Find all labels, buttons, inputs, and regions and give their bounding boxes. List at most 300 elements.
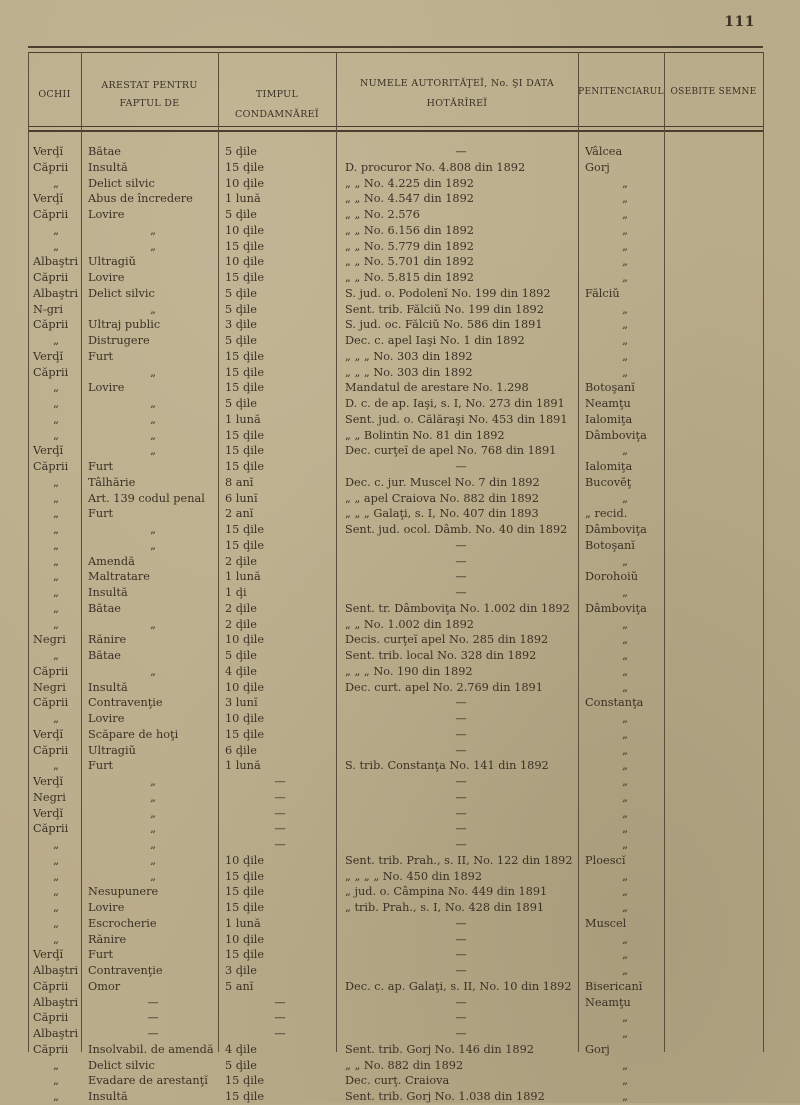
cell-penitenciar: „ (622, 617, 628, 631)
cell-penitenciar: „ (622, 255, 628, 269)
table-row (0, 995, 800, 1011)
cell-penitenciar: „ (622, 444, 628, 458)
cell-autoritatea: S. trib. Constanţa No. 141 din 1892 (345, 759, 549, 773)
cell-ochii: „ (53, 239, 59, 253)
cell-penitenciar: Fălciŭ (585, 286, 620, 300)
cell-autoritatea: — (455, 712, 467, 725)
cell-autoritatea: — (455, 696, 467, 710)
table-row (0, 144, 800, 160)
cell-autoritatea: S. jud. o. Podolenĭ No. 199 din 1892 (345, 286, 551, 300)
cell-autoritatea: Dec. c. apel Iaşi No. 1 din 1892 (345, 334, 525, 347)
cell-autoritatea: — (455, 964, 467, 977)
cell-autoritatea: — (455, 570, 467, 584)
cell-autoritatea: Dec. c. ap. Galaţi, s. II, No. 10 din 1892 (345, 979, 572, 993)
table-row (0, 491, 800, 507)
cell-autoritatea: — (455, 460, 467, 473)
table-row (0, 475, 800, 491)
cell-timpul: — (274, 838, 286, 851)
cell-timpul: — (274, 806, 286, 820)
cell-autoritatea: — (455, 822, 467, 836)
cell-autoritatea: — (455, 1027, 467, 1040)
cell-fapta: Art. 139 codul penal (88, 491, 205, 505)
cell-autoritatea: „ „ No. 5.701 din 1892 (345, 255, 474, 269)
cell-penitenciar: Gorj (585, 160, 610, 174)
cell-timpul: 5 anĭ (225, 979, 254, 993)
cell-autoritatea: Dec. curţeĭ de apel No. 768 din 1891 (345, 444, 557, 458)
cell-timpul: 5 ḑile (225, 302, 257, 316)
cell-autoritatea: Sent. trib. Fălciŭ No. 199 din 1892 (345, 302, 544, 316)
table-row (0, 380, 800, 396)
cell-fapta: Ultragiŭ (88, 743, 136, 757)
cell-ochii: „ (53, 1074, 59, 1088)
cell-fapta: „ (150, 428, 156, 442)
cell-fapta: Furt (88, 349, 114, 363)
cell-ochii: „ (53, 507, 59, 521)
cell-autoritatea: Sent. jud. o. Călăraşi No. 453 din 1891 (345, 412, 568, 426)
table-row (0, 585, 800, 601)
cell-ochii: „ (53, 932, 59, 946)
cell-ochii: Căprii (33, 664, 69, 678)
cell-fapta: Rănire (88, 932, 127, 946)
header-autoritatea-line1: NUMELE AUTORITĂŢEÏ, No. ŞI DATA (359, 78, 554, 89)
cell-ochii: „ (53, 412, 59, 426)
table-row (0, 538, 800, 554)
cell-fapta: — (147, 995, 159, 1009)
cell-autoritatea: Sent. jud. ocol. Dâmb. No. 40 din 1892 (345, 523, 568, 536)
cell-penitenciar: „ (622, 838, 628, 851)
header-fapta-line2: FAPTUL DE (119, 98, 180, 109)
cell-ochii: Verḑĭ (33, 806, 64, 820)
cell-penitenciar: „ (622, 192, 628, 206)
table-row (0, 963, 800, 979)
cell-fapta: Insultă (88, 680, 128, 694)
cell-fapta: „ (150, 302, 156, 316)
top-rule-thin (28, 52, 763, 53)
cell-penitenciar: Neamţu (585, 995, 631, 1009)
header-penitenciarul: PENITENCIARUL (578, 87, 664, 97)
cell-fapta: Contravenţie (88, 964, 163, 977)
cell-fapta: Furt (88, 948, 114, 962)
cell-penitenciar: „ (622, 334, 628, 347)
cell-timpul: 10 ḑile (225, 223, 265, 237)
cell-autoritatea: „ „ „ No. 303 din 1892 (345, 349, 473, 363)
cell-ochii: „ (53, 869, 59, 883)
cell-timpul: 15 ḑile (225, 948, 265, 962)
cell-timpul: 1 ḑi (225, 586, 247, 599)
cell-ochii: Căprii (33, 979, 69, 993)
cell-timpul: 15 ḑile (225, 523, 265, 536)
cell-ochii: „ (53, 428, 59, 442)
cell-autoritatea: „ „ No. 1.002 din 1892 (345, 617, 474, 631)
cell-penitenciar: „ (622, 948, 628, 962)
cell-fapta: Delict silvic (88, 176, 155, 190)
cell-fapta: Amendă (88, 554, 135, 568)
cell-fapta: Scăpare de hoţi (88, 727, 179, 741)
cell-timpul: 15 ḑile (225, 1074, 265, 1088)
cell-autoritatea: „ „ „ No. 303 din 1892 (345, 365, 473, 379)
cell-timpul: 8 anĭ (225, 475, 254, 489)
cell-penitenciar: „ (622, 1074, 628, 1088)
table-row (0, 349, 800, 365)
cell-fapta: „ (150, 523, 156, 536)
cell-timpul: 3 ḑile (225, 318, 257, 332)
table-row (0, 286, 800, 302)
cell-ochii: Căprii (33, 822, 69, 836)
cell-timpul: 15 ḑile (225, 239, 265, 253)
cell-timpul: 15 ḑile (225, 885, 265, 899)
cell-autoritatea: Dec. curt. apel No. 2.769 din 1891 (345, 680, 543, 694)
table-row (0, 711, 800, 727)
cell-autoritatea: — (455, 838, 467, 851)
cell-autoritatea: D. c. de ap. Iaşi, s. I, No. 273 din 1891 (345, 397, 565, 410)
cell-fapta: Lovire (88, 271, 125, 284)
cell-ochii: Verḑĭ (33, 192, 64, 206)
cell-penitenciar: „ (622, 901, 628, 914)
table-row (0, 617, 800, 633)
cell-timpul: 4 ḑile (225, 664, 257, 678)
cell-penitenciar: Constanţa (585, 696, 644, 710)
cell-autoritatea: — (455, 948, 467, 962)
header-semne: OSEBITE SEMNE (670, 87, 757, 97)
cell-penitenciar: „ (622, 743, 628, 757)
cell-ochii: Albaştri (33, 964, 79, 977)
cell-ochii: „ (53, 1058, 59, 1072)
cell-penitenciar: „ (622, 302, 628, 316)
cell-timpul: 6 ḑile (225, 743, 257, 757)
cell-ochii: „ (53, 1090, 59, 1103)
cell-timpul: 5 ḑile (225, 649, 257, 662)
top-rule (28, 46, 763, 48)
header-rule (28, 126, 763, 127)
cell-ochii: Negri (33, 680, 66, 694)
cell-ochii: „ (53, 853, 59, 867)
cell-autoritatea: „ jud. o. Câmpina No. 449 din 1891 (345, 885, 548, 899)
cell-timpul: 15 ḑile (225, 727, 265, 741)
cell-ochii: „ (53, 838, 59, 851)
cell-timpul: 3 lunĭ (225, 696, 258, 710)
cell-fapta: Contravenţie (88, 696, 163, 710)
cell-ochii: Căprii (33, 743, 69, 757)
cell-autoritatea: „ „ No. 882 din 1892 (345, 1058, 464, 1072)
table-row (0, 632, 800, 648)
cell-ochii: Căprii (33, 208, 69, 221)
cell-autoritatea: — (455, 995, 467, 1009)
cell-autoritatea: S. jud. oc. Fălciŭ No. 586 din 1891 (345, 318, 543, 332)
cell-timpul: 15 ḑile (225, 271, 265, 284)
cell-ochii: „ (53, 759, 59, 773)
cell-fapta: Lovire (88, 381, 125, 395)
cell-autoritatea: Dec. c. jur. Muscel No. 7 din 1892 (345, 475, 540, 489)
cell-ochii: „ (53, 601, 59, 615)
cell-autoritatea: „ „ No. 5.779 din 1892 (345, 239, 474, 253)
cell-timpul: 2 anĭ (225, 507, 254, 521)
cell-autoritatea: „ „ No. 6.156 din 1892 (345, 223, 474, 237)
cell-autoritatea: „ „ No. 5.815 din 1892 (345, 271, 474, 284)
cell-penitenciar: „ (622, 680, 628, 694)
cell-fapta: „ (150, 617, 156, 631)
cell-timpul: 2 ḑile (225, 601, 257, 615)
cell-ochii: „ (53, 617, 59, 631)
cell-fapta: Insultă (88, 160, 128, 174)
cell-fapta: Delict silvic (88, 1058, 155, 1072)
cell-ochii: „ (53, 570, 59, 584)
cell-autoritatea: — (455, 806, 467, 820)
cell-timpul: — (274, 1011, 286, 1025)
header-rule-bold (28, 130, 763, 132)
cell-penitenciar: Dorohoiŭ (585, 570, 639, 584)
table-row (0, 790, 800, 806)
table-row (0, 821, 800, 837)
cell-ochii: „ (53, 523, 59, 536)
table-row (0, 569, 800, 585)
cell-autoritatea: — (455, 916, 467, 930)
cell-ochii: Căprii (33, 160, 69, 174)
table-row (0, 412, 800, 428)
cell-penitenciar: „ (622, 349, 628, 363)
cell-autoritatea: „ „ Bolintin No. 81 din 1892 (345, 428, 505, 442)
cell-penitenciar: „ (622, 1011, 628, 1025)
cell-fapta: „ (150, 223, 156, 237)
table-row (0, 837, 800, 853)
cell-fapta: Insolvabil. de amendă (88, 1042, 214, 1056)
cell-autoritatea: „ „ No. 2.576 (345, 208, 420, 221)
cell-fapta: Furt (88, 759, 114, 773)
cell-ochii: „ (53, 916, 59, 930)
cell-ochii: Căprii (33, 696, 69, 710)
cell-fapta: Distrugere (88, 334, 150, 347)
cell-fapta: Ultraj public (88, 318, 161, 332)
cell-autoritatea: D. procuror No. 4.808 din 1892 (345, 160, 526, 174)
table-row (0, 869, 800, 885)
cell-autoritatea: Decis. curţeĭ apel No. 285 din 1892 (345, 633, 549, 647)
cell-fapta: „ (150, 775, 156, 788)
cell-ochii: Căprii (33, 1011, 69, 1025)
cell-timpul: 10 ḑile (225, 176, 265, 190)
cell-timpul: — (274, 995, 286, 1009)
cell-penitenciar: „ (622, 239, 628, 253)
table-row (0, 774, 800, 790)
cell-fapta: Escrocherie (88, 916, 157, 930)
table-row (0, 554, 800, 570)
cell-autoritatea: Sent. tr. Dâmboviţa No. 1.002 din 1892 (345, 601, 570, 615)
cell-timpul: 1 lună (225, 192, 261, 206)
cell-penitenciar: „ (622, 633, 628, 647)
table-row (0, 806, 800, 822)
cell-penitenciar: „ (622, 759, 628, 773)
header-timpul: TIMPUL CONDAMNĂREÏ (235, 89, 319, 120)
cell-ochii: Verḑĭ (33, 727, 64, 741)
cell-ochii: „ (53, 538, 59, 552)
cell-timpul: 5 ḑile (225, 286, 257, 300)
cell-fapta: „ (150, 822, 156, 836)
cell-ochii: Verḑĭ (33, 145, 64, 158)
cell-fapta: Lovire (88, 208, 125, 221)
cell-penitenciar: „ (622, 1027, 628, 1040)
cell-timpul: 3 ḑile (225, 964, 257, 977)
cell-fapta: Bătae (88, 601, 121, 615)
table-row (0, 239, 800, 255)
cell-fapta: Bătae (88, 649, 121, 662)
cell-fapta: Lovire (88, 901, 125, 914)
cell-penitenciar: „ (622, 1090, 628, 1103)
cell-penitenciar: „ (622, 822, 628, 836)
cell-autoritatea: — (455, 932, 467, 946)
cell-timpul: 4 ḑile (225, 1042, 257, 1056)
cell-fapta: Nesupunere (88, 885, 159, 899)
cell-autoritatea: Dec. curţ. Craiova (345, 1074, 450, 1088)
cell-ochii: N-gri (33, 302, 63, 316)
cell-ochii: Albaştri (33, 255, 79, 269)
cell-penitenciar: Bucovĕţ (585, 475, 632, 489)
table-row (0, 254, 800, 270)
cell-penitenciar: Dâmboviţa (585, 601, 647, 615)
cell-timpul: 1 lună (225, 412, 261, 426)
cell-timpul: 2 ḑile (225, 554, 257, 568)
cell-timpul: 15 ḑile (225, 460, 265, 473)
table-row (0, 223, 800, 239)
cell-fapta: „ (150, 664, 156, 678)
cell-fapta: „ (150, 869, 156, 883)
cell-penitenciar: „ (622, 223, 628, 237)
cell-ochii: Negri (33, 633, 66, 647)
table-row (0, 1026, 800, 1042)
cell-ochii: „ (53, 491, 59, 505)
cell-fapta: — (147, 1027, 159, 1040)
cell-penitenciar: „ (622, 806, 628, 820)
cell-fapta: Insultă (88, 1090, 128, 1103)
cell-timpul: 1 lună (225, 759, 261, 773)
cell-timpul: 1 lună (225, 916, 261, 930)
table-row (0, 900, 800, 916)
cell-fapta: Insultă (88, 586, 128, 599)
cell-autoritatea: — (455, 1011, 467, 1025)
table-row (0, 176, 800, 192)
cell-timpul: 10 ḑile (225, 853, 265, 867)
cell-ochii: „ (53, 554, 59, 568)
cell-timpul: 5 ḑile (225, 334, 257, 347)
table-row (0, 317, 800, 333)
cell-timpul: 15 ḑile (225, 365, 265, 379)
cell-timpul: 15 ḑile (225, 381, 265, 395)
table-row (0, 302, 800, 318)
cell-ochii: Căprii (33, 1042, 69, 1056)
table-row (0, 916, 800, 932)
header-ochii: OCHII (38, 89, 71, 100)
cell-ochii: Căprii (33, 271, 69, 284)
cell-timpul: 15 ḑile (225, 160, 265, 174)
cell-penitenciar: Botoşanĭ (585, 538, 635, 552)
cell-fapta: „ (150, 412, 156, 426)
cell-penitenciar: „ (622, 554, 628, 568)
cell-penitenciar: „ (622, 586, 628, 599)
table-row (0, 932, 800, 948)
cell-penitenciar: „ (622, 790, 628, 804)
cell-timpul: 10 ḑile (225, 255, 265, 269)
cell-ochii: „ (53, 901, 59, 914)
table-row (0, 396, 800, 412)
table-row (0, 333, 800, 349)
cell-timpul: 15 ḑile (225, 349, 265, 363)
cell-timpul: 6 lunĭ (225, 491, 258, 505)
cell-penitenciar: Ialomiţa (585, 460, 633, 473)
cell-penitenciar: „ (622, 1058, 628, 1072)
cell-timpul: 5 ḑile (225, 208, 257, 221)
cell-ochii: Verḑĭ (33, 948, 64, 962)
cell-ochii: „ (53, 475, 59, 489)
cell-penitenciar: „ (622, 712, 628, 725)
cell-timpul: 15 ḑile (225, 901, 265, 914)
cell-ochii: Albaştri (33, 995, 79, 1009)
cell-penitenciar: „ (622, 318, 628, 332)
cell-penitenciar: „ (622, 176, 628, 190)
cell-fapta: „ (150, 538, 156, 552)
cell-autoritatea: „ „ No. 4.547 din 1892 (345, 192, 474, 206)
table-row (0, 648, 800, 664)
table-row (0, 160, 800, 176)
cell-autoritatea: „ trib. Prah., s. I, No. 428 din 1891 (345, 901, 545, 914)
table-row (0, 695, 800, 711)
cell-ochii: Verḑĭ (33, 444, 64, 458)
table-row (0, 979, 800, 995)
cell-penitenciar: Dâmboviţa (585, 523, 647, 536)
cell-fapta: Furt (88, 460, 114, 473)
cell-autoritatea: Mandatul de arestare No. 1.298 (345, 381, 529, 395)
cell-penitenciar: „ (622, 664, 628, 678)
cell-ochii: Căprii (33, 365, 69, 379)
cell-timpul: 10 ḑile (225, 680, 265, 694)
cell-fapta: „ (150, 838, 156, 851)
table-row (0, 443, 800, 459)
cell-autoritatea: — (455, 145, 467, 158)
cell-timpul: 15 ḑile (225, 869, 265, 883)
table-row (0, 506, 800, 522)
cell-penitenciar: Dâmboviţa (585, 428, 647, 442)
page-number: 111 (724, 14, 755, 30)
cell-timpul: 5 ḑile (225, 145, 257, 158)
cell-penitenciar: „ (622, 649, 628, 662)
cell-autoritatea: Sent. trib. Gorj No. 1.038 din 1892 (345, 1090, 545, 1103)
cell-timpul: 15 ḑile (225, 1090, 265, 1103)
cell-penitenciar: „ (622, 964, 628, 977)
cell-timpul: 15 ḑile (225, 428, 265, 442)
cell-autoritatea: Sent. trib. Prah., s. II, No. 122 din 1892 (345, 853, 573, 867)
table-row (0, 680, 800, 696)
cell-fapta: Abus de încredere (88, 192, 193, 206)
cell-penitenciar: „ (622, 271, 628, 284)
table-row (0, 522, 800, 538)
table-row (0, 428, 800, 444)
cell-penitenciar: Muscel (585, 916, 627, 930)
cell-autoritatea: — (455, 790, 467, 804)
cell-autoritatea: Sent. trib. local No. 328 din 1892 (345, 649, 537, 662)
cell-autoritatea: „ „ „ No. 190 din 1892 (345, 664, 473, 678)
cell-fapta: „ (150, 239, 156, 253)
cell-fapta: Furt (88, 507, 114, 521)
cell-ochii: „ (53, 334, 59, 347)
cell-timpul: — (274, 790, 286, 804)
table-row (0, 365, 800, 381)
cell-fapta: Omor (88, 979, 121, 993)
cell-timpul: — (274, 1027, 286, 1040)
cell-timpul: 2 ḑile (225, 617, 257, 631)
cell-fapta: „ (150, 365, 156, 379)
cell-ochii: Verḑĭ (33, 349, 64, 363)
cell-penitenciar: Ialomiţa (585, 412, 633, 426)
cell-autoritatea: — (455, 743, 467, 757)
cell-autoritatea: Sent. trib. Gorj No. 146 din 1892 (345, 1042, 534, 1056)
table-row (0, 1073, 800, 1089)
cell-penitenciar: Botoşanĭ (585, 381, 635, 395)
